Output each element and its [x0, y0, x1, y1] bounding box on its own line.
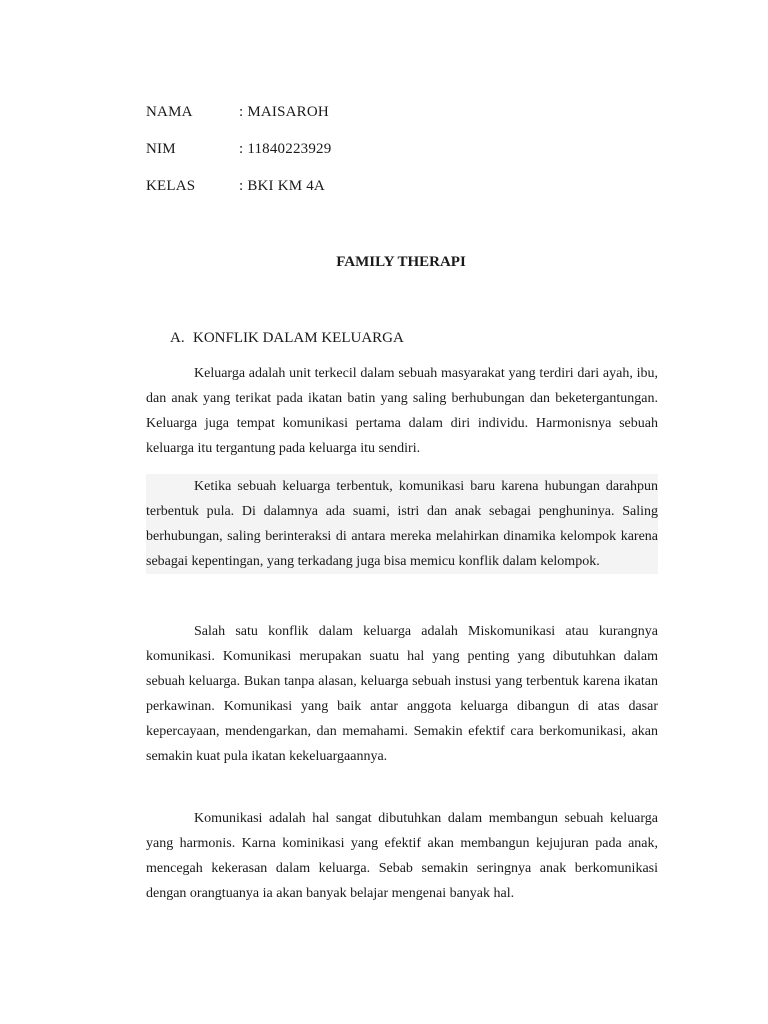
paragraph-1: Keluarga adalah unit terkecil dalam sebuah masyarakat yang terdiri dari ayah, ibu, dan anak yang terikat pada ikatan batin yang saling berhubungan dan beketergantungan. Keluarga juga tempat komunikasi pertama dalam diri individu. Harmonisnya sebuah keluarga itu tergantung pada keluarga itu sendiri. [146, 366, 658, 456]
class-value: : BKI KM 4A [239, 178, 325, 194]
nim-label: NIM [146, 141, 176, 157]
paragraph-2: Ketika sebuah keluarga terbentuk, komunikasi baru karena hubungan darahpun terbentuk pula. Di dalamnya ada suami, istri dan anak sebagai penghuninya. Saling berhubungan, saling berinteraksi di antara mereka melahirkan dinamika kelompok karena sebagai kepentingan, yang terkadang juga bisa memicu konflik dalam kelompok. [146, 474, 658, 574]
class-label: KELAS [146, 178, 196, 194]
section-heading-text: KONFLIK DALAM KELUARGA [193, 330, 404, 346]
class-row [146, 176, 325, 196]
document-title: FAMILY THERAPI [336, 254, 466, 270]
section-heading [170, 328, 404, 348]
nim-value: : 11840223929 [239, 141, 332, 157]
paragraph-4: Komunikasi adalah hal sangat dibutuhkan dalam membangun sebuah keluarga yang harmonis. Karna kominikasi yang efektif akan membangun kejujuran pada anak, mencegah kekerasan dalam keluarga. Sebab semakin seringnya anak berkomunikasi dengan orangtuanya ia akan banyak belajar mengenai banyak hal. [146, 811, 658, 901]
name-row [146, 102, 329, 122]
paragraph-3: Salah satu konflik dalam keluarga adalah Miskomunikasi atau kurangnya komunikasi. Komunikasi merupakan suatu hal yang penting yang dibutuhkan dalam sebuah keluarga. Bukan tanpa alasan, keluarga sebuah instusi yang terbentuk karena ikatan perkawinan. Komunikasi yang baik antar anggota keluarga dibangun di atas dasar kepercayaan, mendengarkan, dan memahami. Semakin efektif cara berkomunikasi, akan semakin kuat pula ikatan kekeluargaannya. [146, 624, 658, 764]
nim-row [146, 139, 331, 159]
name-label: NAMA [146, 104, 193, 120]
name-value: : MAISAROH [239, 104, 329, 120]
section-letter: A. [170, 330, 185, 346]
